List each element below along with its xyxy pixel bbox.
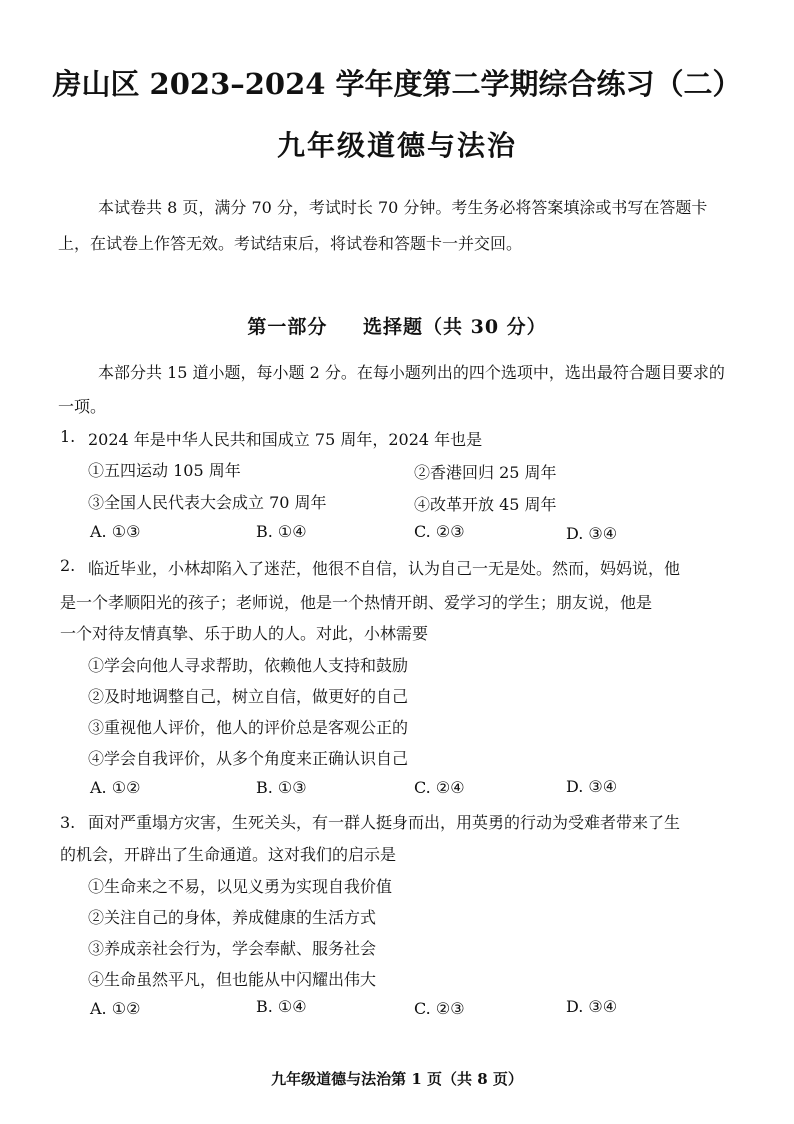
choice-a: A. ①② xyxy=(90,778,141,797)
statement-item: ①生命来之不易，以见义勇为实现自我价值 xyxy=(88,877,393,896)
statement-item: ②香港回归 25 周年 xyxy=(414,463,557,482)
question-stem: 2024 年是中华人民共和国成立 75 周年，2024 年也是 xyxy=(88,430,483,449)
statement-item: ②关注自己的身体，养成健康的生活方式 xyxy=(88,908,377,927)
question-number: 1. xyxy=(60,427,76,446)
choice-b: B. ①④ xyxy=(256,522,307,541)
question-number: 3. xyxy=(60,813,76,832)
choice-b: B. ①③ xyxy=(256,778,307,797)
question-stem-line: 的机会，开辟出了生命通道。这对我们的启示是 xyxy=(60,845,397,864)
choice-c: C. ②③ xyxy=(414,522,465,541)
statement-item: ④改革开放 45 周年 xyxy=(414,495,557,514)
choice-d: D. ③④ xyxy=(566,777,618,796)
question-stem-line: 是一个孝顺阳光的孩子；老师说，他是一个热情开朗、爱学习的学生；朋友说，他是 xyxy=(60,593,653,612)
statement-item: ②及时地调整自己，树立自信，做更好的自己 xyxy=(88,687,409,706)
statement-item: ④生命虽然平凡，但也能从中闪耀出伟大 xyxy=(88,970,377,989)
choice-b: B. ①④ xyxy=(256,997,307,1016)
question-stem-line: 一个对待友情真挚、乐于助人的人。对此，小林需要 xyxy=(60,624,429,643)
section-name: 选择题（共 30 分） xyxy=(362,316,547,338)
statement-item: ④学会自我评价，从多个角度来正确认识自己 xyxy=(88,749,409,768)
choice-c: C. ②④ xyxy=(414,778,465,797)
exam-instructions: 本试卷共 8 页，满分 70 分，考试时长 70 分钟。考生务必将答案填涂或书写在答题卡上，在试卷上作答无效。考试结束后，将试卷和答题卡一并交回。 xyxy=(58,198,708,253)
question-number: 2. xyxy=(60,556,76,575)
section-title xyxy=(0,312,794,339)
section-intro: 本部分共 15 道小题，每小题 2 分。在每小题列出的四个选项中，选出最符合题目要求的一项。 xyxy=(58,363,725,416)
exam-subject: 九年级道德与法治 xyxy=(276,129,517,162)
page-footer: 九年级道德与法治第 1 页（共 8 页） xyxy=(271,1070,523,1088)
statement-item: ③重视他人评价，他人的评价总是客观公正的 xyxy=(88,718,409,737)
exam-title: 房山区 2023–2024 学年度第二学期综合练习（二） xyxy=(52,67,742,101)
choice-c: C. ②③ xyxy=(414,999,465,1018)
statement-item: ①五四运动 105 周年 xyxy=(88,461,241,480)
choice-a: A. ①② xyxy=(90,999,141,1018)
statement-item: ①学会向他人寻求帮助，依赖他人支持和鼓励 xyxy=(88,656,409,675)
choice-d: D. ③④ xyxy=(566,524,618,543)
choice-a: A. ①③ xyxy=(90,522,141,541)
question-stem-line: 面对严重塌方灾害，生死关头，有一群人挺身而出，用英勇的行动为受难者带来了生 xyxy=(88,813,681,832)
question-stem-line: 临近毕业，小林却陷入了迷茫，他很不自信，认为自己一无是处。然而，妈妈说，他 xyxy=(88,559,681,578)
statement-item: ③全国人民代表大会成立 70 周年 xyxy=(88,493,327,512)
choice-d: D. ③④ xyxy=(566,997,618,1016)
section-part: 第一部分 xyxy=(247,316,328,338)
statement-item: ③养成亲社会行为，学会奉献、服务社会 xyxy=(88,939,377,958)
